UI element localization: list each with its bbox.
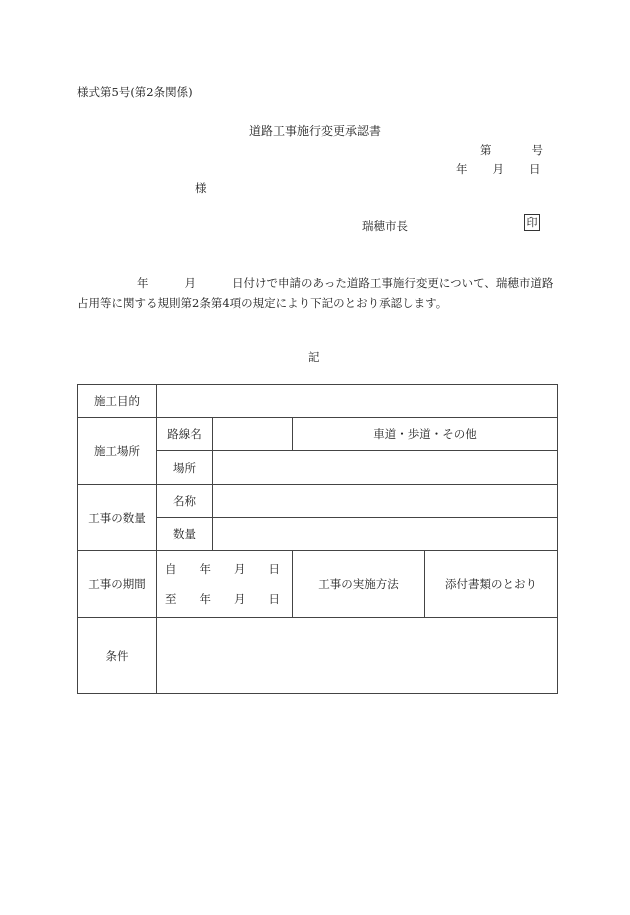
period-from-label: 自 bbox=[165, 562, 177, 576]
quantity-label: 工事の数量 bbox=[78, 485, 157, 551]
place-value bbox=[213, 451, 558, 485]
form-number: 様式第5号(第2条関係) bbox=[77, 85, 193, 99]
amount-label: 数量 bbox=[157, 518, 213, 551]
period-from-line bbox=[157, 554, 292, 584]
ki-heading: 記 bbox=[308, 350, 320, 364]
issue-number-prefix: 第 bbox=[480, 143, 492, 157]
place-label: 場所 bbox=[157, 451, 213, 485]
period-to-line bbox=[157, 584, 292, 614]
route-name-value bbox=[213, 418, 293, 451]
addressee-honorific: 様 bbox=[195, 181, 207, 195]
period-to-day: 日 bbox=[268, 592, 280, 606]
body-month: 月 bbox=[184, 276, 196, 290]
name-value bbox=[213, 485, 558, 518]
period-to-year: 年 bbox=[199, 592, 211, 606]
issue-number bbox=[480, 142, 543, 158]
conditions-label: 条件 bbox=[78, 618, 157, 694]
table-row bbox=[78, 618, 558, 694]
method-label: 工事の実施方法 bbox=[293, 551, 425, 618]
issue-number-suffix: 号 bbox=[531, 143, 543, 157]
issue-date-month: 月 bbox=[492, 162, 504, 176]
conditions-value bbox=[157, 618, 558, 694]
road-type-options: 車道・歩道・その他 bbox=[293, 418, 558, 451]
period-from-month: 月 bbox=[234, 562, 246, 576]
period-to-label: 至 bbox=[165, 592, 177, 606]
issue-date bbox=[456, 161, 541, 177]
document-title: 道路工事施行変更承認書 bbox=[249, 124, 382, 138]
table-row bbox=[78, 385, 558, 418]
purpose-label: 施工目的 bbox=[78, 385, 157, 418]
approval-statement bbox=[77, 273, 557, 313]
period-from-year: 年 bbox=[199, 562, 211, 576]
purpose-value bbox=[157, 385, 558, 418]
issue-date-year: 年 bbox=[456, 162, 468, 176]
route-name-label: 路線名 bbox=[157, 418, 213, 451]
body-year: 年 bbox=[137, 276, 149, 290]
location-label: 施工場所 bbox=[78, 418, 157, 485]
table-row bbox=[78, 551, 558, 618]
body-text: 日付けで申請のあった道路工事施行変更について、瑞穂市道路占用等に関する規則第2条第4項の規定により下記のとおり承認します。 bbox=[77, 276, 554, 310]
period-to-month: 月 bbox=[234, 592, 246, 606]
method-value: 添付書類のとおり bbox=[425, 551, 558, 618]
period-value bbox=[157, 551, 293, 618]
name-label: 名称 bbox=[157, 485, 213, 518]
period-from-day: 日 bbox=[268, 562, 280, 576]
table-row bbox=[78, 485, 558, 518]
amount-value bbox=[213, 518, 558, 551]
seal-mark: 印 bbox=[524, 214, 540, 231]
period-label: 工事の期間 bbox=[78, 551, 157, 618]
application-table bbox=[77, 384, 558, 694]
issue-date-day: 日 bbox=[529, 162, 541, 176]
table-row bbox=[78, 418, 558, 451]
issuer-name: 瑞穂市長 bbox=[362, 219, 408, 233]
